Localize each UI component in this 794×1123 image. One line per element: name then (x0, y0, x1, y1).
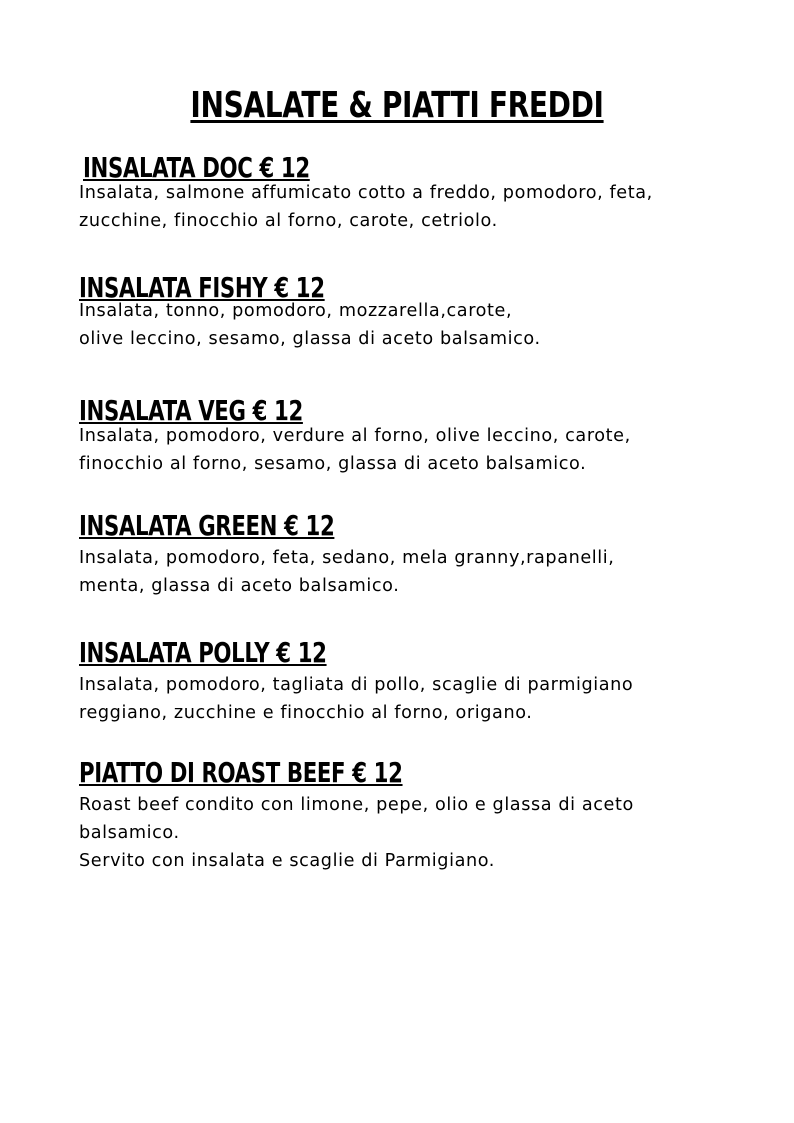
page-title-text: INSALATE & PIATTI FREDDI (190, 85, 604, 126)
menu-item-name-text: INSALATA FISHY € 12 (79, 271, 325, 304)
menu-item-description (79, 422, 745, 478)
description-line: balsamico. (79, 822, 180, 843)
menu-item-insalata-veg (79, 394, 759, 478)
description-line: Roast beef condito con limone, pepe, olio e glassa di aceto (79, 794, 634, 815)
menu-item-name-text: INSALATA DOC € 12 (83, 151, 310, 184)
description-line: menta, glassa di aceto balsamico. (79, 575, 400, 596)
menu-item-description (79, 544, 745, 600)
menu-item-piatto-roast-beef (79, 756, 759, 875)
description-line: Insalata, pomodoro, tagliata di pollo, scaglie di parmigiano (79, 674, 634, 695)
description-line: Servito con insalata e scaglie di Parmigiano. (79, 850, 496, 871)
menu-item-description (79, 179, 749, 235)
menu-item-name (79, 756, 403, 790)
description-line: zucchine, finocchio al forno, carote, cetriolo. (79, 210, 498, 231)
menu-item-description (79, 297, 745, 353)
description-line: olive leccino, sesamo, glassa di aceto balsamico. (79, 328, 541, 349)
menu-item-name-text: INSALATA VEG € 12 (79, 394, 303, 427)
menu-item-name-text: PIATTO DI ROAST BEEF € 12 (79, 756, 403, 789)
description-line: Insalata, pomodoro, feta, sedano, mela granny,rapanelli, (79, 547, 615, 568)
menu-item-name (79, 636, 327, 670)
menu-item-insalata-polly (79, 636, 759, 727)
menu-item-insalata-green (79, 509, 759, 600)
menu-item-insalata-fishy (79, 271, 759, 353)
description-line: Insalata, salmone affumicato cotto a freddo, pomodoro, feta, (79, 182, 653, 203)
menu-item-name (79, 509, 334, 543)
menu-item-insalata-doc (79, 151, 763, 235)
description-line: reggiano, zucchine e finocchio al forno, origano. (79, 702, 533, 723)
page-title (87, 84, 706, 128)
description-line: finocchio al forno, sesamo, glassa di aceto balsamico. (79, 453, 587, 474)
menu-item-name-text: INSALATA POLLY € 12 (79, 636, 327, 669)
menu-item-description (79, 791, 745, 875)
description-line: Insalata, pomodoro, verdure al forno, olive leccino, carote, (79, 425, 631, 446)
menu-item-description (79, 671, 745, 727)
description-line: Insalata, tonno, pomodoro, mozzarella,carote, (79, 300, 513, 321)
menu-item-name-text: INSALATA GREEN € 12 (79, 509, 335, 542)
